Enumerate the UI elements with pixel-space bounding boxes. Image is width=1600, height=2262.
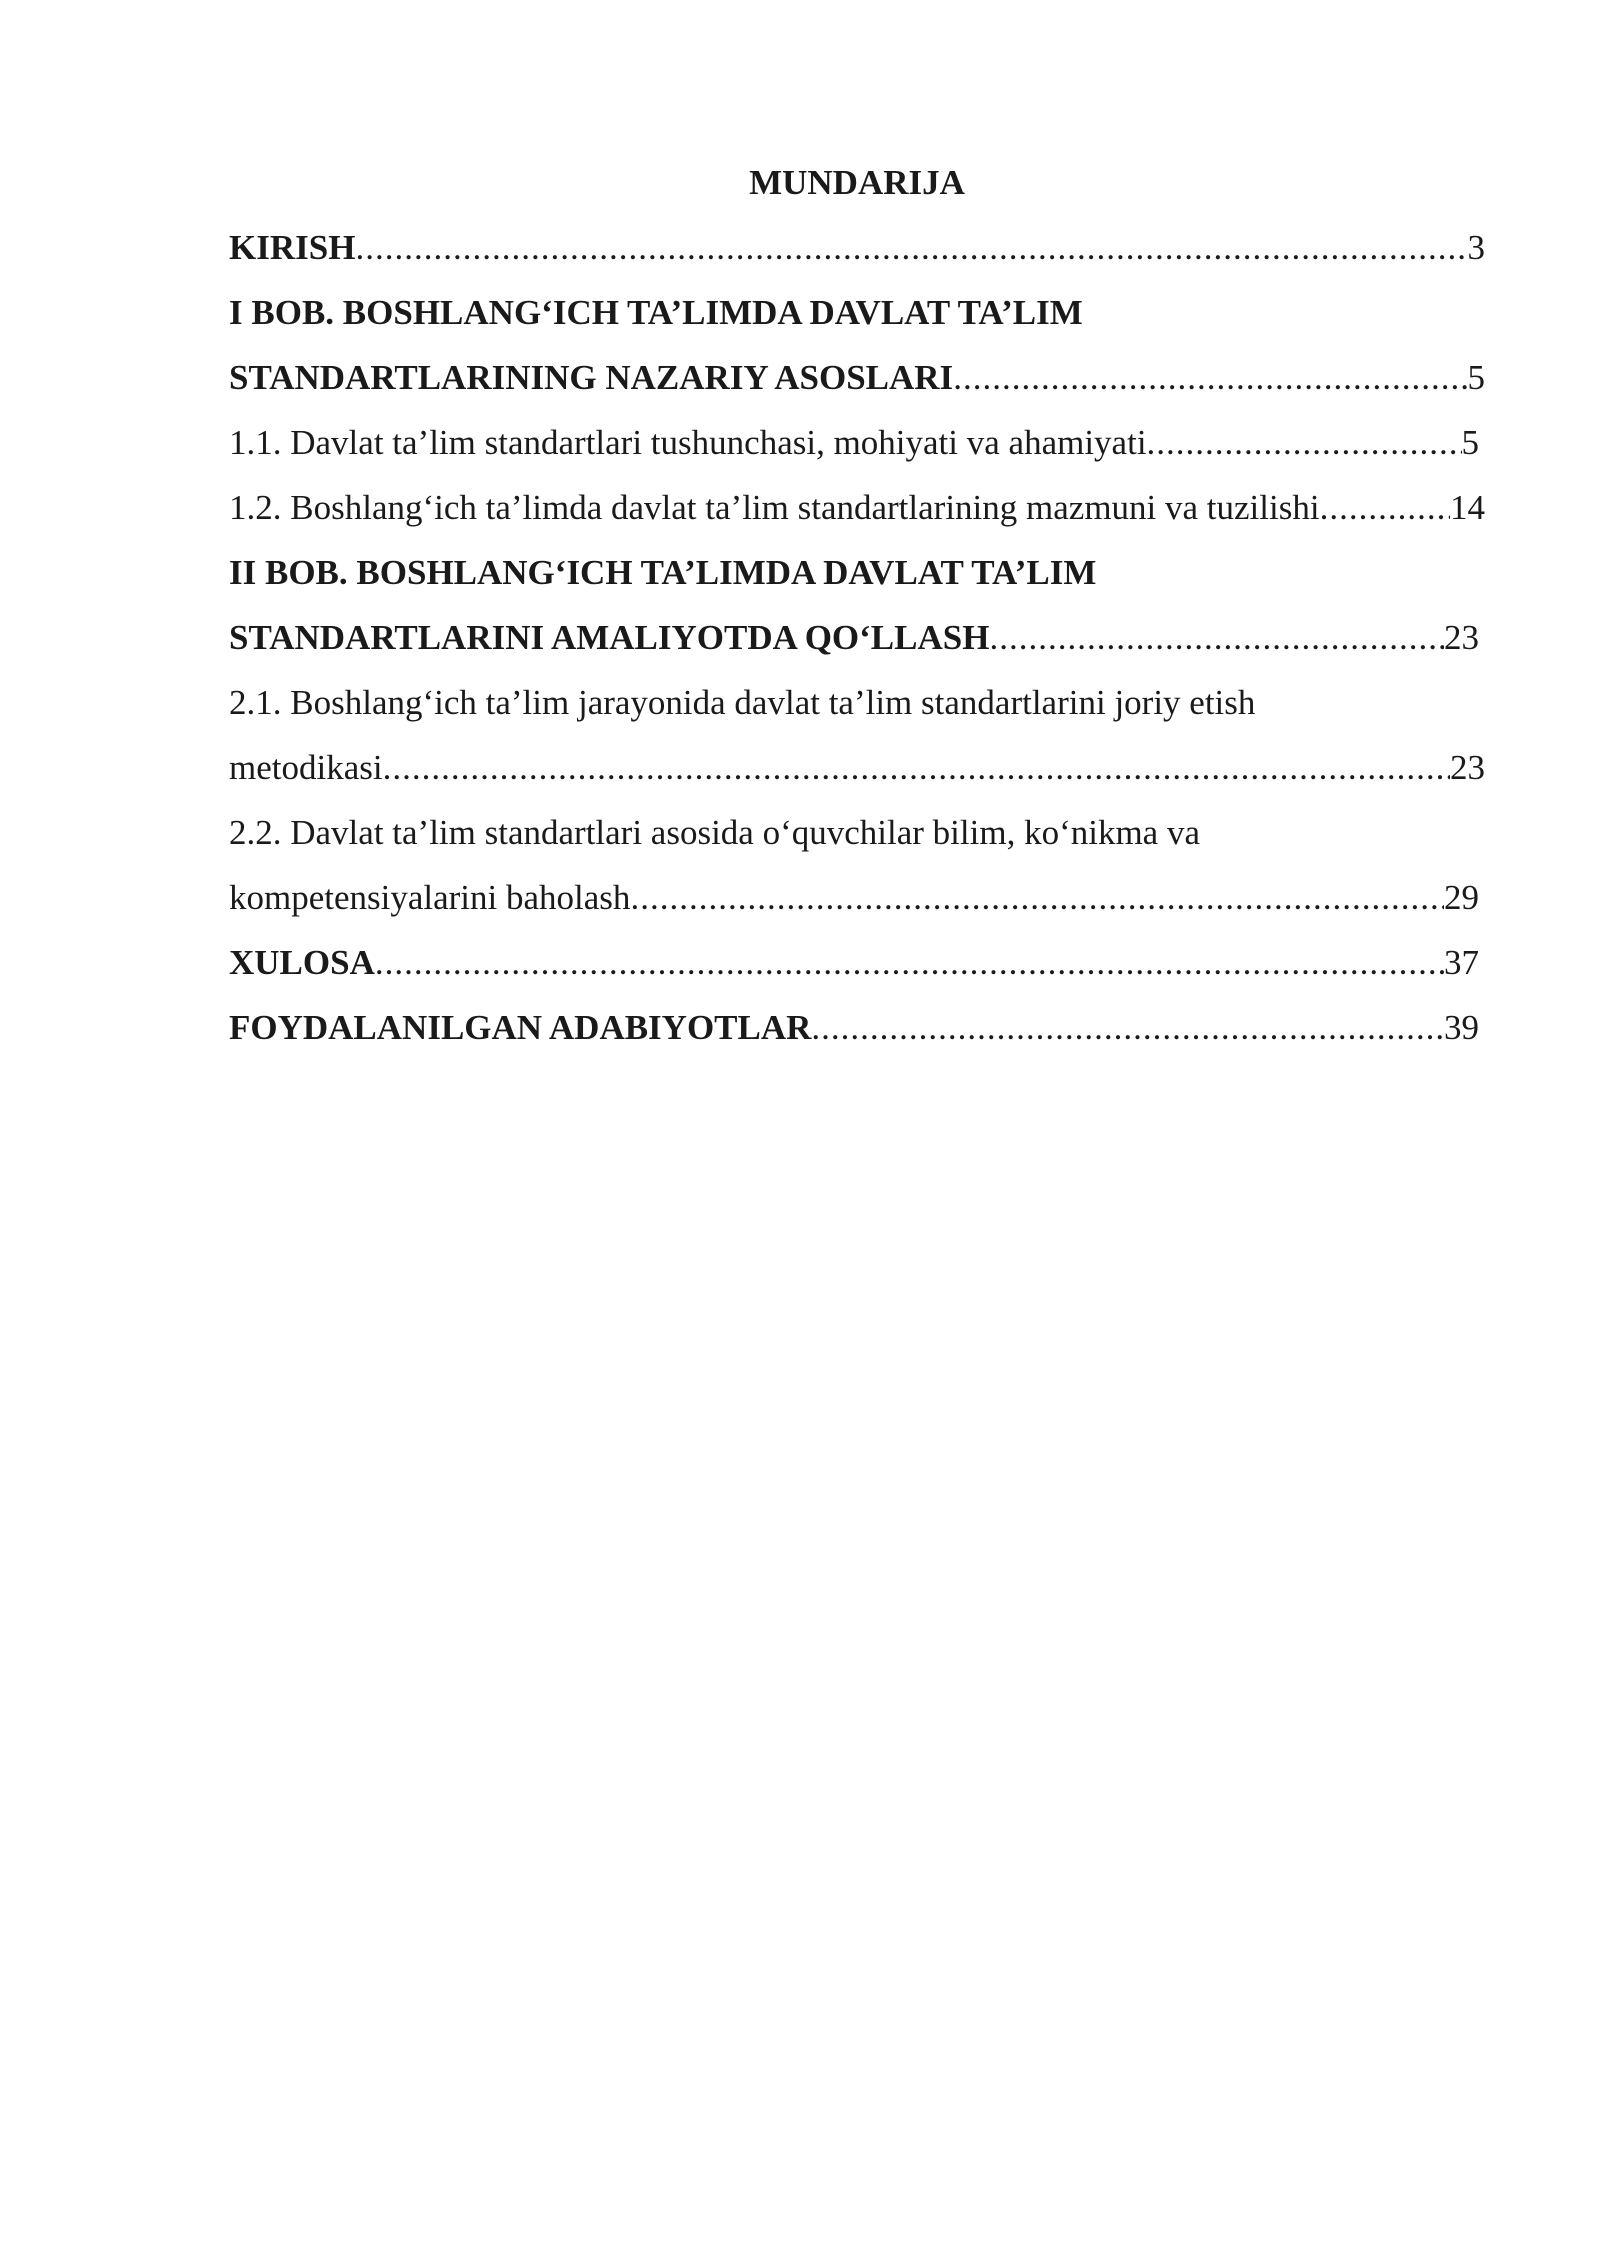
dot-leader: [989, 605, 1444, 670]
toc-entry-section-2-2-line1[interactable]: 2.2. Davlat ta’lim standartlari asosida o‘quvchilar bilim, ko‘nikma va: [229, 813, 1200, 852]
toc-entry-page: 39: [1444, 1008, 1479, 1047]
toc-entry-section-2-1-line1[interactable]: 2.1. Boshlang‘ich ta’lim jarayonida davlat ta’lim standartlarini joriy etish: [229, 683, 1256, 722]
toc-entry-section-1-2[interactable]: [229, 475, 1485, 540]
dot-leader: [355, 215, 1467, 280]
toc-entry-label: kompetensiyalarini baholash: [229, 878, 631, 917]
toc-entry-page: 14: [1450, 488, 1485, 527]
toc-entry-page: 29: [1444, 878, 1479, 917]
toc-entry-section-2-1[interactable]: [229, 735, 1485, 800]
toc-entry-label: XULOSA: [229, 943, 375, 982]
dot-leader: [375, 930, 1444, 995]
toc-entry-label: metodikasi: [229, 748, 383, 787]
toc-entry-page: 5: [1467, 358, 1485, 397]
toc-entry-chapter-2[interactable]: [229, 605, 1479, 670]
toc-entry-page: 3: [1467, 228, 1485, 267]
toc-entry-page: 37: [1444, 943, 1479, 982]
toc-entry-page: 23: [1444, 618, 1479, 657]
toc-entry-kirish[interactable]: [229, 215, 1485, 280]
toc-entry-chapter-1-line1[interactable]: I BOB. BOSHLANG‘ICH TA’LIMDA DAVLAT TA’LIM: [229, 293, 1083, 332]
toc-entry-label: STANDARTLARINING NAZARIY ASOSLARI: [229, 358, 954, 397]
toc-entry-page: 23: [1450, 748, 1485, 787]
toc-entry-page: 5: [1461, 423, 1479, 462]
toc-entry-chapter-2-line1[interactable]: II BOB. BOSHLANG‘ICH TA’LIMDA DAVLAT TA’LIM: [229, 553, 1097, 592]
toc-title: MUNDARIJA: [749, 163, 965, 202]
dot-leader: [1320, 475, 1450, 540]
toc-entry-references[interactable]: [229, 995, 1479, 1060]
toc-entry-label: KIRISH: [229, 228, 356, 267]
toc-entry-chapter-1[interactable]: [229, 345, 1485, 410]
toc-entry-xulosa[interactable]: [229, 930, 1479, 995]
toc-entry-label: 1.1. Davlat ta’lim standartlari tushunchasi, mohiyati va ahamiyati: [229, 423, 1147, 462]
table-of-contents: [229, 150, 1485, 1060]
dot-leader: [953, 345, 1467, 410]
dot-leader: [811, 995, 1444, 1060]
dot-leader: [1147, 410, 1462, 475]
toc-entry-label: STANDARTLARINI AMALIYOTDA QO‘LLASH: [229, 618, 990, 657]
dot-leader: [630, 865, 1444, 930]
toc-entry-label: FOYDALANILGAN ADABIYOTLAR: [229, 1008, 812, 1047]
toc-entry-section-1-1[interactable]: [229, 410, 1479, 475]
dot-leader: [383, 735, 1450, 800]
toc-entry-section-2-2[interactable]: [229, 865, 1479, 930]
toc-entry-label: 1.2. Boshlang‘ich ta’limda davlat ta’lim standartlarining mazmuni va tuzilishi: [229, 488, 1320, 527]
